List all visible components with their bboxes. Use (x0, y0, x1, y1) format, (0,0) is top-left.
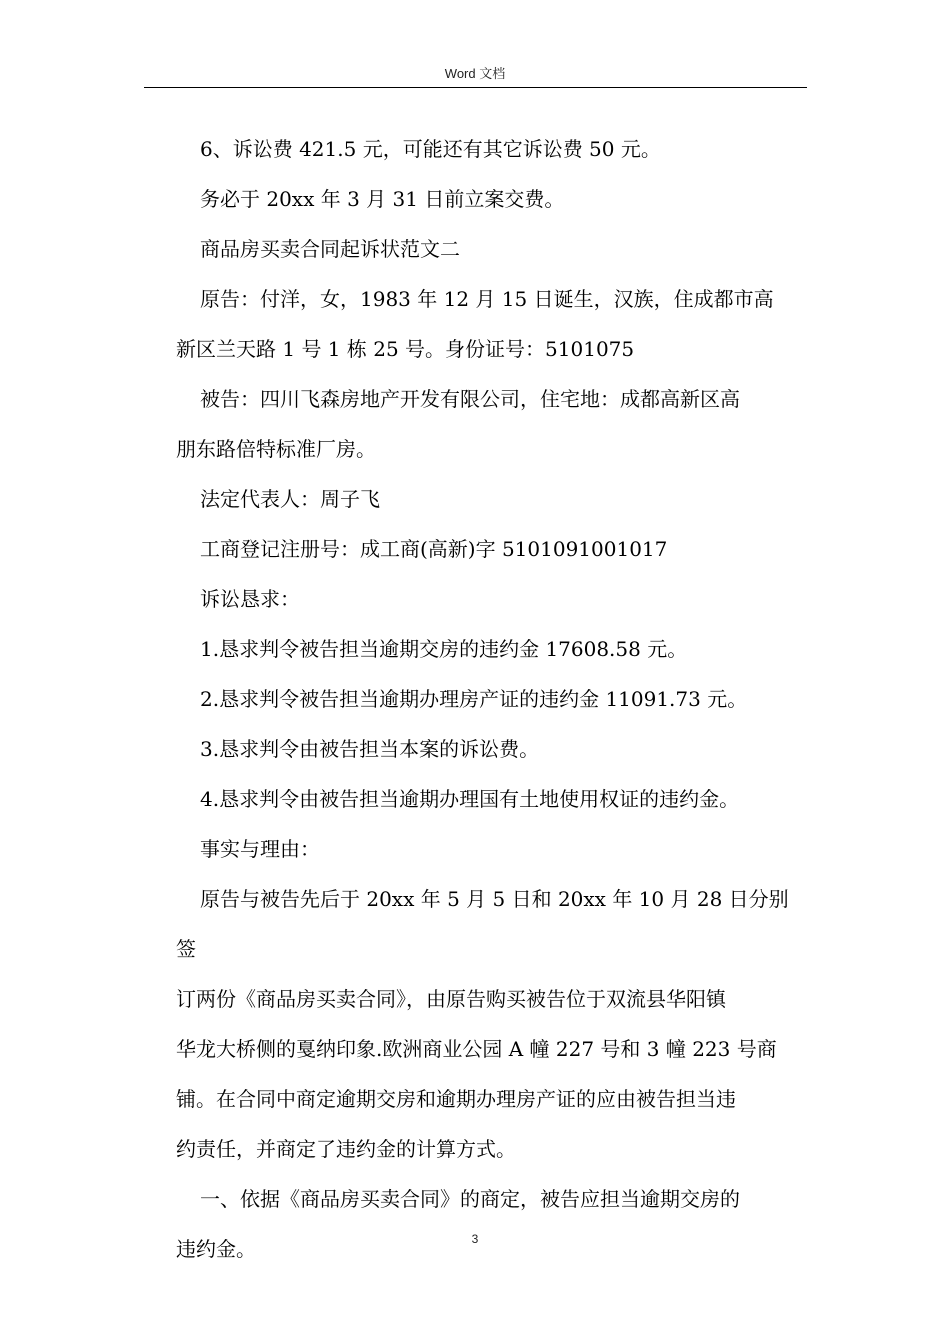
text-line: 事实与理由： (200, 837, 320, 861)
paragraph-registration-number (176, 524, 806, 574)
paragraph-reason-1 (176, 1174, 806, 1274)
text-line: 违约金。 (176, 1237, 256, 1261)
header-divider (144, 87, 807, 88)
paragraph-claim-2 (176, 674, 806, 724)
text-line: 6、诉讼费 421.5 元，可能还有其它诉讼费 50 元。 (200, 137, 661, 161)
text-line: 3.恳求判令由被告担当本案的诉讼费。 (200, 737, 540, 761)
text-line: 被告：四川飞森房地产开发有限公司，住宅地：成都高新区高 (200, 387, 740, 411)
paragraph-claim-4 (176, 774, 806, 824)
text-line: 原告：付洋，女，1983 年 12 月 15 日诞生，汉族，住成都市高 (200, 287, 774, 311)
paragraph-plaintiff (176, 274, 806, 374)
text-line: 订两份《商品房买卖合同》，由原告购买被告位于双流县华阳镇 (176, 987, 726, 1011)
paragraph-litigation-fee (176, 124, 806, 174)
text-line: 新区兰天路 1 号 1 栋 25 号。身份证号：5101075 (176, 337, 635, 361)
text-line: 2.恳求判令被告担当逾期办理房产证的违约金 11091.73 元。 (200, 687, 748, 711)
paragraph-facts (176, 874, 806, 1174)
paragraph-claim-1 (176, 624, 806, 674)
page-header: Word 文档 (444, 66, 506, 81)
paragraph-legal-representative (176, 474, 806, 524)
text-line: 一、依据《商品房买卖合同》的商定，被告应担当逾期交房的 (200, 1187, 740, 1211)
text-line: 华龙大桥侧的戛纳印象.欧洲商业公园 A 幢 227 号和 3 幢 223 号商 (176, 1037, 777, 1061)
text-line: 诉讼恳求： (200, 587, 300, 611)
text-line: 法定代表人：周子飞 (200, 487, 380, 511)
page-number: 3 (471, 1232, 479, 1246)
text-line: 原告与被告先后于 20xx 年 5 月 5 日和 20xx 年 10 月 28 日分别签 (176, 887, 789, 961)
text-line: 工商登记注册号：成工商(高新)字 5101091001017 (200, 537, 668, 561)
paragraph-facts-heading (176, 824, 806, 874)
paragraph-payment-deadline (176, 174, 806, 224)
text-line: 1.恳求判令被告担当逾期交房的违约金 17608.58 元。 (200, 637, 688, 661)
paragraph-claims-heading (176, 574, 806, 624)
paragraph-claim-3 (176, 724, 806, 774)
text-line: 4.恳求判令由被告担当逾期办理国有土地使用权证的违约金。 (200, 787, 740, 811)
document-body (176, 124, 806, 1274)
paragraph-defendant (176, 374, 806, 474)
paragraph-section-title (176, 224, 806, 274)
text-line: 务必于 20xx 年 3 月 31 日前立案交费。 (200, 187, 565, 211)
text-line: 商品房买卖合同起诉状范文二 (200, 237, 460, 261)
text-line: 铺。在合同中商定逾期交房和逾期办理房产证的应由被告担当违 (176, 1087, 736, 1111)
text-line: 朋东路倍特标准厂房。 (176, 437, 376, 461)
text-line: 约责任，并商定了违约金的计算方式。 (176, 1137, 516, 1161)
